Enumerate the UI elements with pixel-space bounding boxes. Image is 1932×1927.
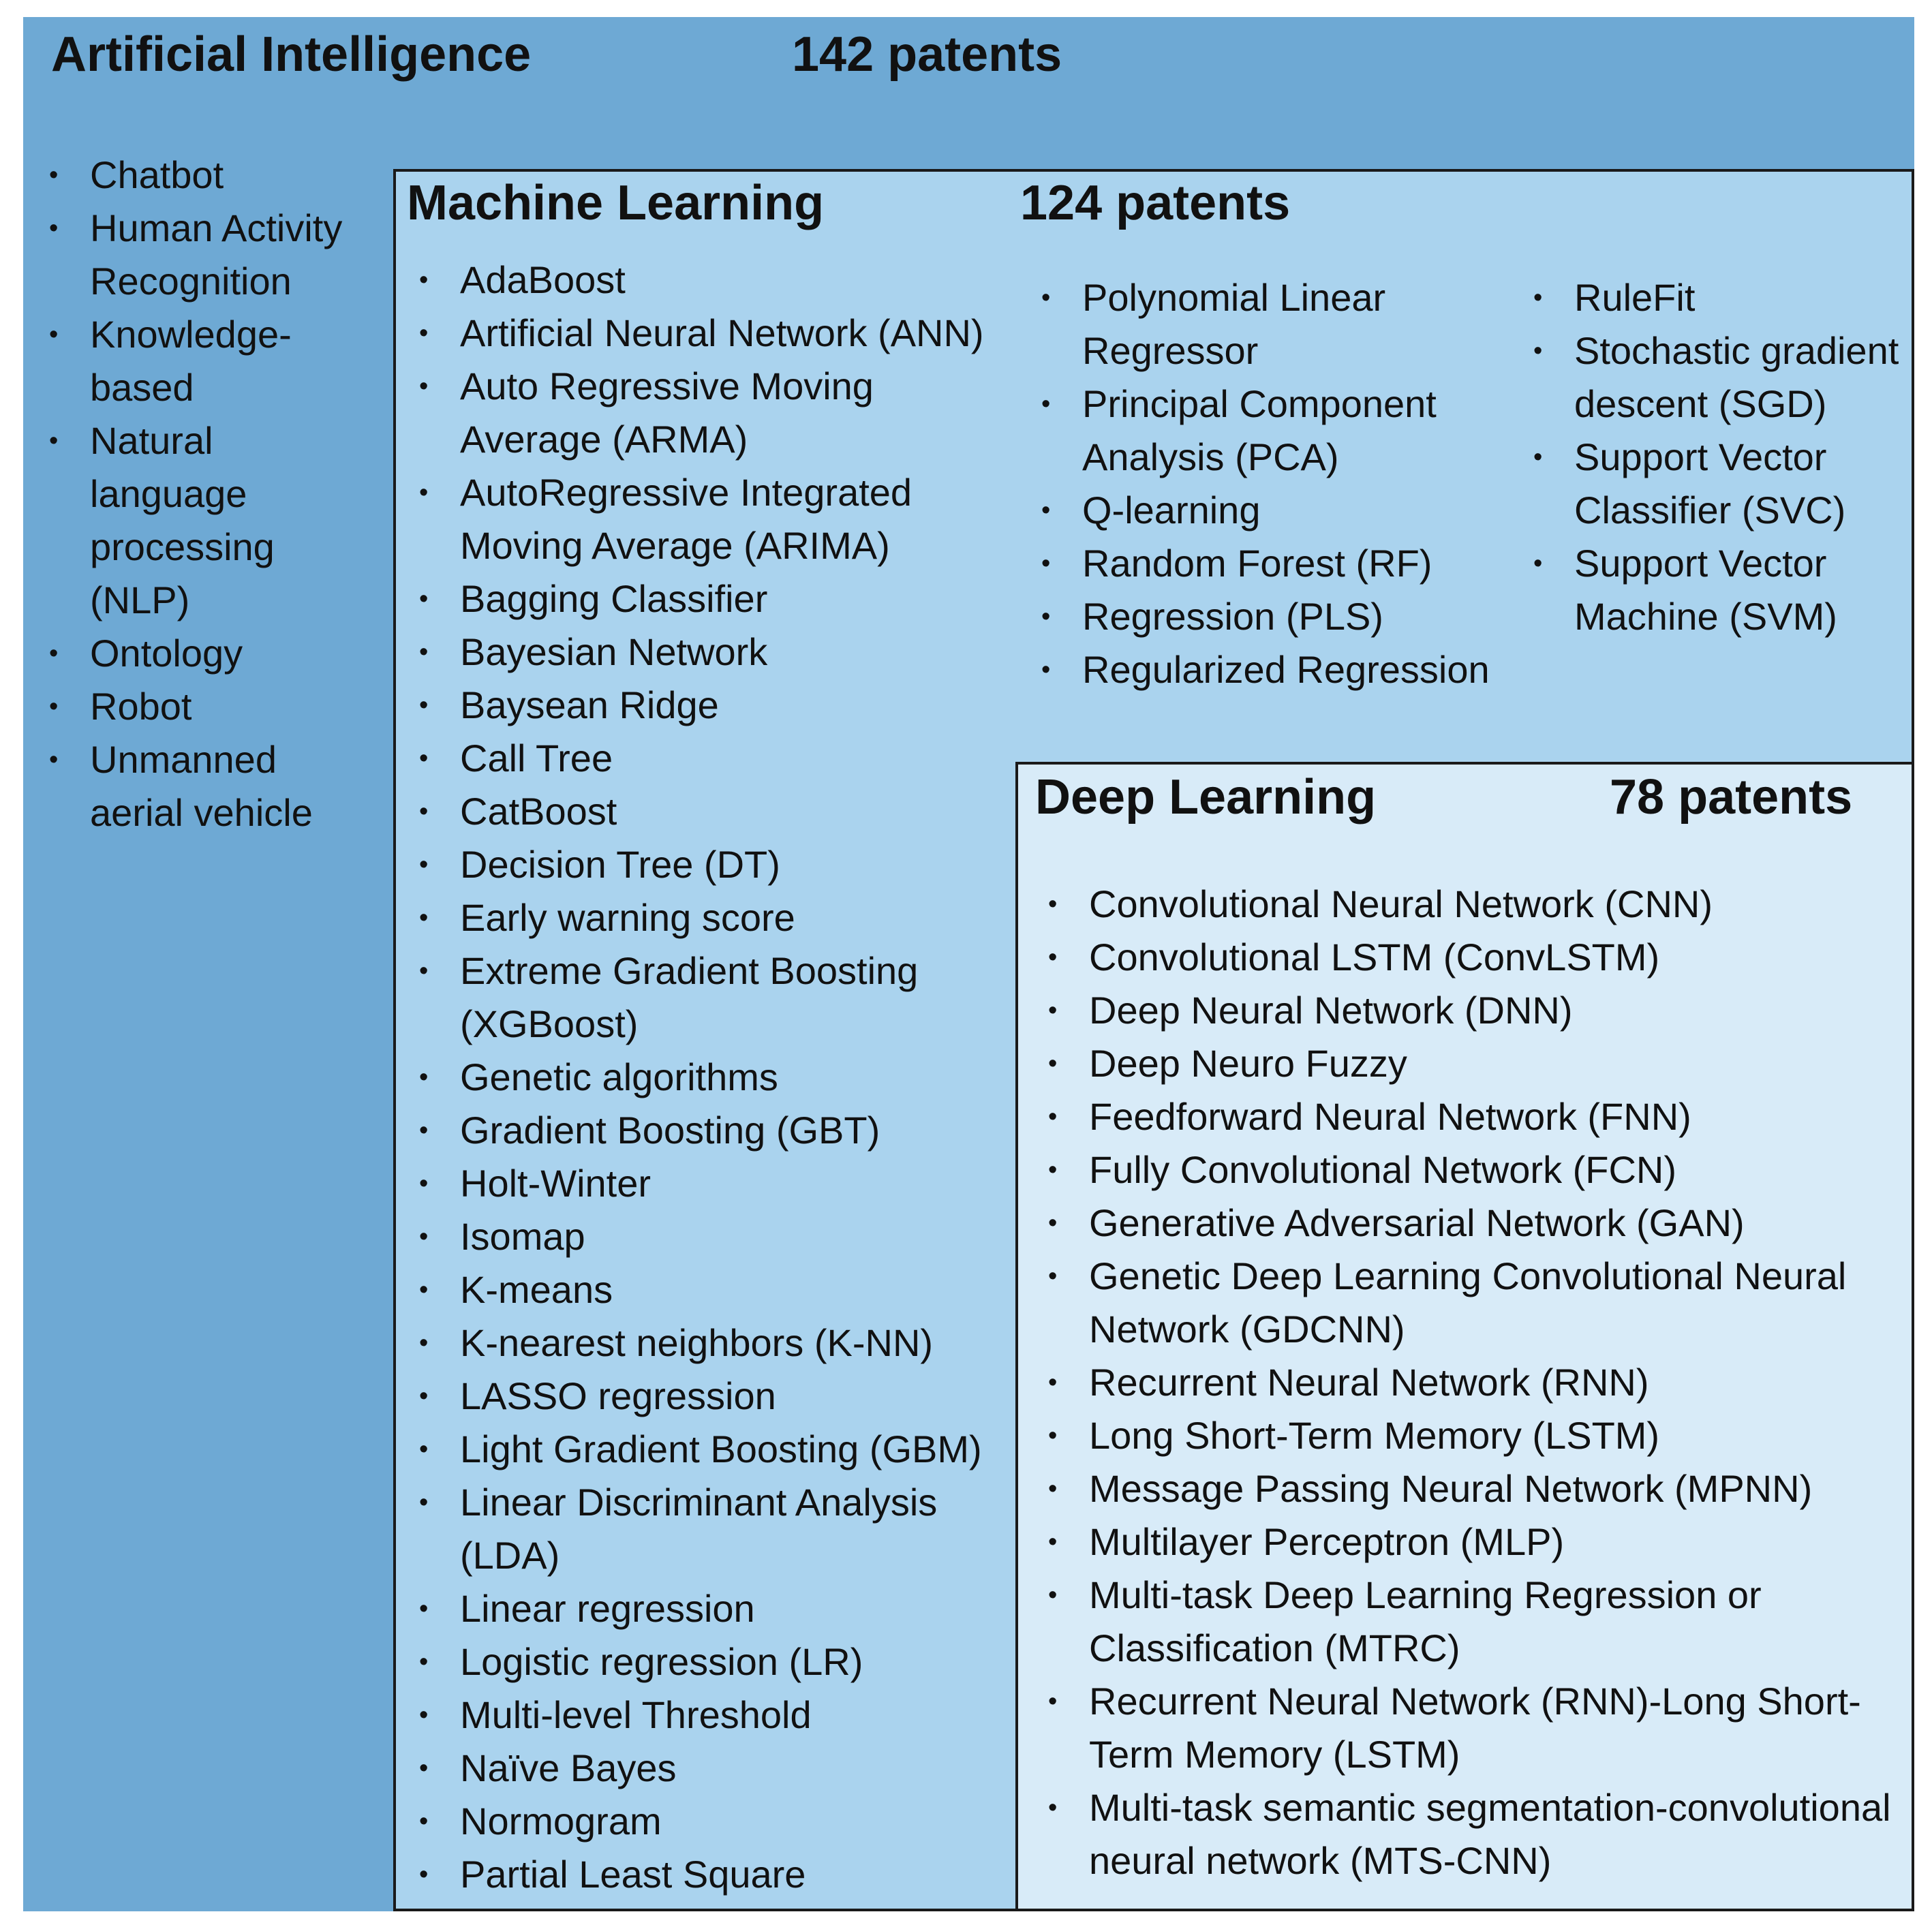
list-item: • Naïve Bayes [419, 1742, 1019, 1795]
list-item: • Multi-task Deep Learning Regression or Classification (MTRC) [1048, 1569, 1910, 1675]
dl-patent-count: 78 patents [1610, 770, 1853, 824]
ai-patent-count: 142 patents [792, 27, 1062, 82]
list-item: • Multi-level Threshold [419, 1689, 1019, 1742]
list-item: • Stochastic gradient descent (SGD) [1533, 324, 1901, 431]
list-item: • Light Gradient Boosting (GBM) [419, 1423, 1019, 1476]
list-item: • AdaBoost [419, 253, 1019, 307]
list-item: • Chatbot [49, 149, 369, 202]
list-item: • Linear Discriminant Analysis (LDA) [419, 1476, 1019, 1582]
ai-technique-list [49, 149, 369, 839]
list-item: • Q-learning [1041, 484, 1518, 537]
list-item: • Message Passing Neural Network (MPNN) [1048, 1462, 1910, 1515]
list-item: • Polynomial Linear Regressor [1041, 271, 1518, 377]
list-item: • Ontology [49, 627, 369, 680]
list-item: • Baysean Ridge [419, 679, 1019, 732]
list-item: • CatBoost [419, 785, 1019, 838]
list-item: • Recurrent Neural Network (RNN)-Long Short-Term Memory (LSTM) [1048, 1675, 1910, 1781]
ml-technique-list-column-1 [419, 253, 1019, 1901]
list-item: • Gradient Boosting (GBT) [419, 1104, 1019, 1157]
dl-title: Deep Learning [1035, 770, 1377, 824]
list-item: • Deep Neuro Fuzzy [1048, 1037, 1910, 1090]
list-item: • Multi-task semantic segmentation-convolutional neural network (MTS-CNN) [1048, 1781, 1910, 1887]
list-item: • K-nearest neighbors (K-NN) [419, 1316, 1019, 1370]
ml-title: Machine Learning [407, 176, 825, 230]
list-item: • Feedforward Neural Network (FNN) [1048, 1090, 1910, 1143]
list-item: • Normogram [419, 1795, 1019, 1848]
list-item: • Robot [49, 680, 369, 733]
list-item: • Extreme Gradient Boosting (XGBoost) [419, 944, 1019, 1051]
list-item: • Holt-Winter [419, 1157, 1019, 1210]
list-item: • Natural language processing (NLP) [49, 414, 369, 627]
list-item: • Recurrent Neural Network (RNN) [1048, 1356, 1910, 1409]
list-item: • Regularized Regression [1041, 643, 1518, 696]
ml-technique-list-column-2 [1041, 271, 1518, 696]
list-item: • RuleFit [1533, 271, 1901, 324]
list-item: • Principal Component Analysis (PCA) [1041, 377, 1518, 484]
list-item: • Call Tree [419, 732, 1019, 785]
ml-patent-count: 124 patents [1020, 176, 1291, 230]
list-item: • Linear regression [419, 1582, 1019, 1635]
ai-title: Artificial Intelligence [51, 27, 532, 82]
list-item: • Knowledge-based [49, 308, 369, 414]
list-item: • Unmanned aerial vehicle [49, 733, 369, 839]
list-item: • Auto Regressive Moving Average (ARMA) [419, 360, 1019, 466]
list-item: • Logistic regression (LR) [419, 1635, 1019, 1689]
list-item: • Convolutional LSTM (ConvLSTM) [1048, 931, 1910, 984]
list-item: • Deep Neural Network (DNN) [1048, 984, 1910, 1037]
list-item: • Long Short-Term Memory (LSTM) [1048, 1409, 1910, 1462]
list-item: • Random Forest (RF) [1041, 537, 1518, 590]
list-item: • Convolutional Neural Network (CNN) [1048, 878, 1910, 931]
list-item: • Genetic algorithms [419, 1051, 1019, 1104]
list-item: • Early warning score [419, 891, 1019, 944]
list-item: • Decision Tree (DT) [419, 838, 1019, 891]
list-item: • Human Activity Recognition [49, 202, 369, 308]
list-item: • Generative Adversarial Network (GAN) [1048, 1197, 1910, 1250]
list-item: • Bayesian Network [419, 626, 1019, 679]
list-item: • Isomap [419, 1210, 1019, 1263]
list-item: • AutoRegressive Integrated Moving Average (ARIMA) [419, 466, 1019, 572]
dl-technique-list [1048, 878, 1910, 1887]
list-item: • Support Vector Machine (SVM) [1533, 537, 1901, 643]
ml-technique-list-column-3 [1533, 271, 1901, 643]
list-item: • Partial Least Square [419, 1848, 1019, 1901]
list-item: • Fully Convolutional Network (FCN) [1048, 1143, 1910, 1197]
list-item: • Artificial Neural Network (ANN) [419, 307, 1019, 360]
list-item: • LASSO regression [419, 1370, 1019, 1423]
list-item: • Multilayer Perceptron (MLP) [1048, 1515, 1910, 1569]
list-item: • Bagging Classifier [419, 572, 1019, 626]
list-item: • Support Vector Classifier (SVC) [1533, 431, 1901, 537]
list-item: • Genetic Deep Learning Convolutional Neural Network (GDCNN) [1048, 1250, 1910, 1356]
list-item: • K-means [419, 1263, 1019, 1316]
list-item: • Regression (PLS) [1041, 590, 1518, 643]
